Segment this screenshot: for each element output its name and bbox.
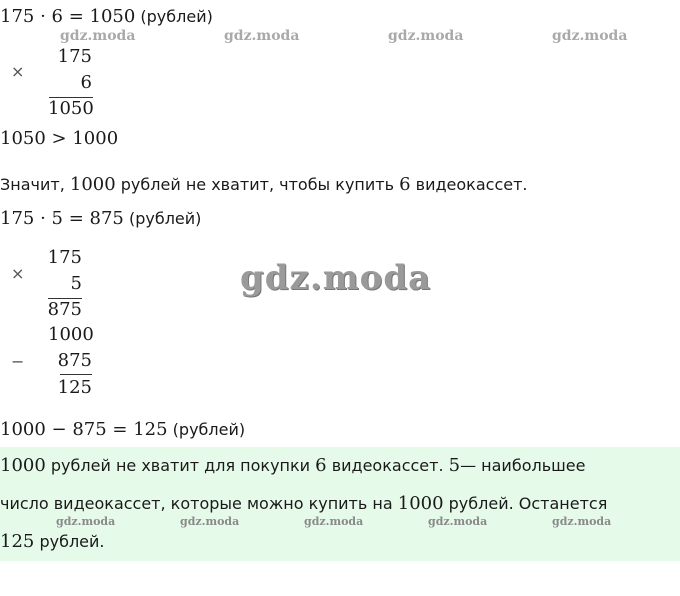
watermark: gdz.moda — [552, 515, 612, 528]
product: 1050 — [48, 98, 94, 119]
comparison: 1050 > 1000 — [0, 128, 119, 149]
answer-line-1: 1000 рублей не хватит для покупки 6 видеокассет. 5— наибольшее — [0, 455, 586, 476]
minus-sign: − — [11, 352, 25, 371]
equation-expr: 175 · 6 = 1050 — [0, 6, 136, 27]
watermark: gdz.moda — [304, 515, 364, 528]
equation-175x6 — [0, 6, 213, 27]
conclusion-text: Значит, 1000 рублей не хватит, чтобы купить 6 видеокассет. — [0, 174, 528, 195]
watermark: gdz.moda — [552, 28, 628, 44]
difference: 125 — [57, 377, 92, 398]
equation-unit: (рублей) — [172, 420, 246, 439]
equation-remainder — [0, 419, 245, 440]
watermark: gdz.moda — [428, 515, 488, 528]
answer-line-3: 125 рублей. — [0, 531, 105, 552]
equation-unit: (рублей) — [128, 209, 202, 228]
equation-expr: 1000 − 875 = 125 — [0, 419, 168, 440]
watermark: gdz.moda — [180, 515, 240, 528]
multiplier: 6 — [80, 72, 92, 93]
equation-expr: 175 · 5 = 875 — [0, 208, 124, 229]
product: 875 — [47, 299, 82, 320]
equation-unit: (рублей) — [140, 7, 213, 26]
minuend: 1000 — [48, 324, 94, 345]
watermark: gdz.moda — [56, 515, 116, 528]
multiplier: 5 — [70, 273, 82, 294]
multiply-sign: × — [11, 264, 25, 283]
watermark: gdz.moda — [60, 28, 136, 44]
watermark: gdz.moda — [388, 28, 464, 44]
watermark: gdz.moda — [224, 28, 300, 44]
multiply-sign: × — [11, 62, 25, 81]
answer-box — [0, 447, 680, 561]
watermark-large: gdz.moda — [240, 258, 432, 298]
subtrahend: 875 — [57, 350, 92, 371]
multiplicand: 175 — [57, 46, 92, 67]
multiplicand: 175 — [47, 247, 82, 268]
column-line — [60, 374, 92, 375]
answer-line-2: число видеокассет, которые можно купить на 1000 рублей. Останется — [0, 493, 608, 514]
equation-175x5 — [0, 208, 201, 229]
